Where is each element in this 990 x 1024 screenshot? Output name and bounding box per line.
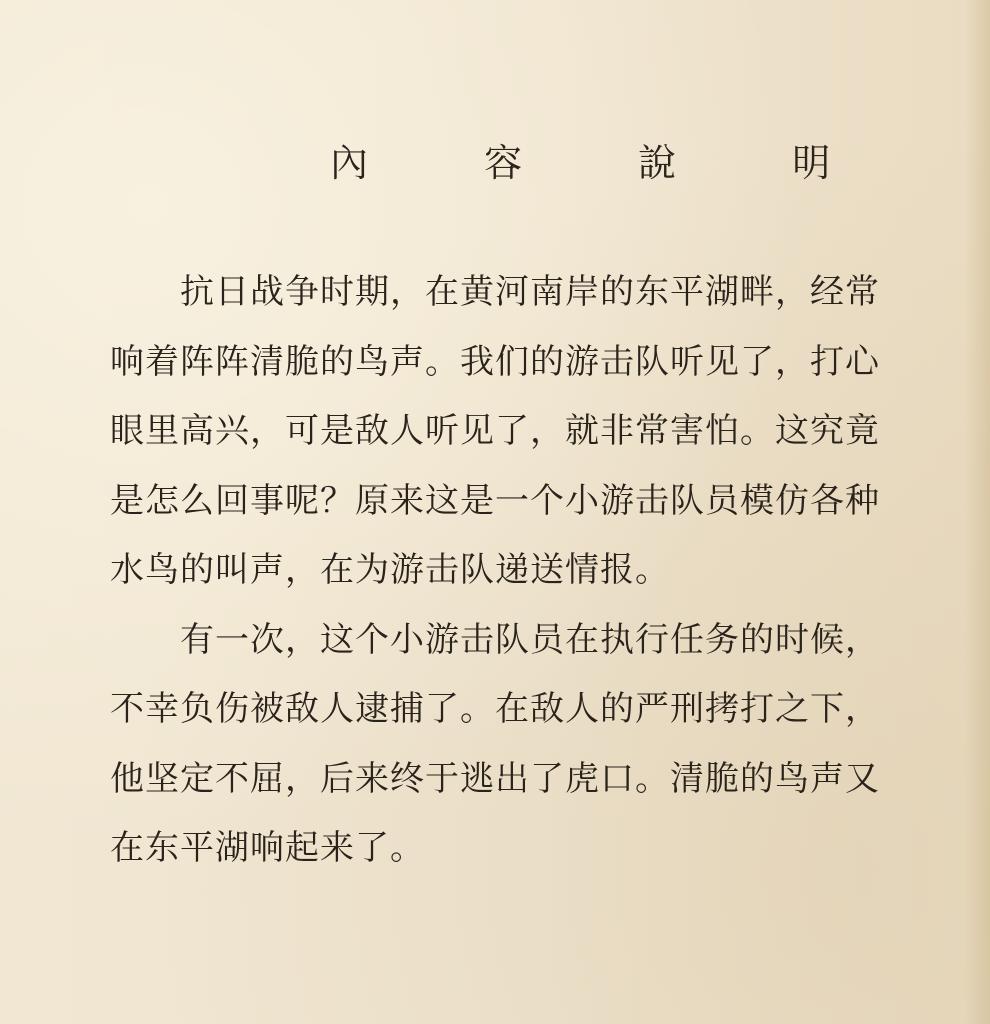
paragraph-2: 有一次，这个小游击队员在执行任务的时候，不幸负伤被敌人逮捕了。在敌人的严刑拷打之下，他坚定不屈，后来终于逃出了虎口。清脆的鸟声又在东平湖响起来了。 [110, 619, 880, 868]
page-edge-shadow [964, 0, 990, 1024]
page-title: 內 容 說 明 [330, 141, 883, 185]
paragraph-1: 抗日战争时期，在黄河南岸的东平湖畔，经常响着阵阵清脆的鸟声。我们的游击队听见了，打心眼里高兴，可是敌人听见了，就非常害怕。这究竟是怎么回事呢？原来这是一个小游击队员模仿各种水鸟的叫声，在为游击队递送情报。 [110, 272, 880, 590]
summary-text [110, 258, 880, 884]
